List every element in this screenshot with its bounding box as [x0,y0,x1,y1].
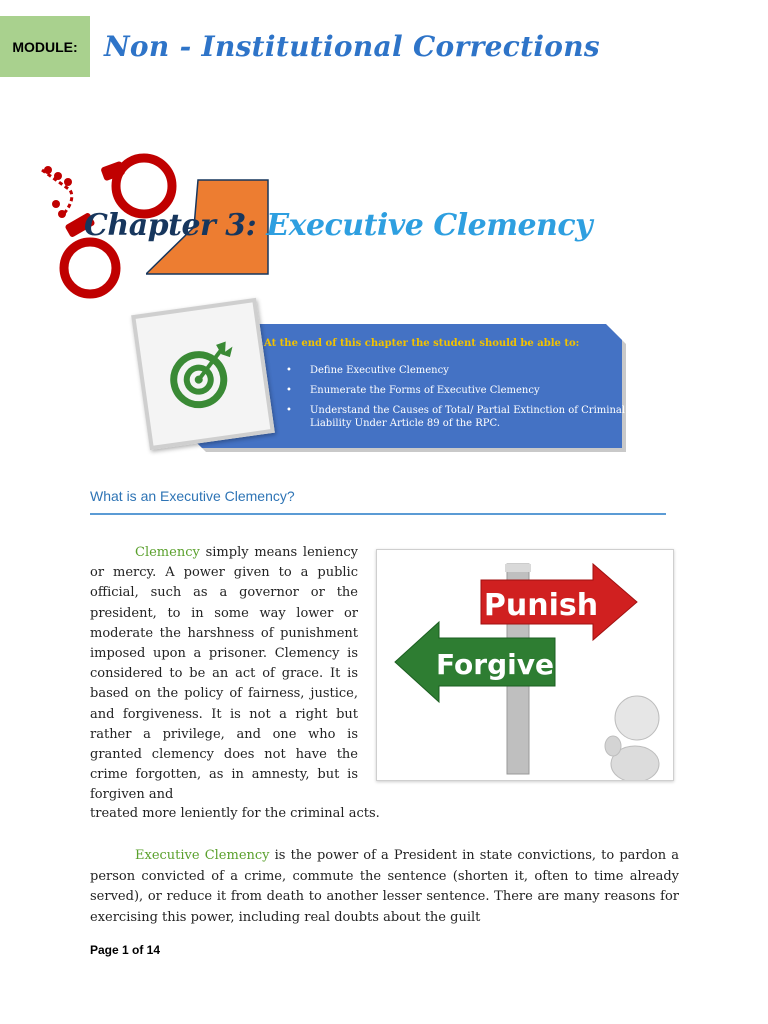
list-item: • Enumerate the Forms of Executive Clemency [286,384,626,397]
section-heading: What is an Executive Clemency? [90,488,295,504]
signpost-illustration [376,549,674,781]
target-icon [163,334,242,413]
page-number: Page 1 of 14 [90,943,161,957]
paragraph-text: is the power of a President in state convictions, to pardon a person convicted of a crime, commute the sentence (shorten it, often to time already served), or reduce it from death to another lesser sentence. There are many reasons for exercising this power, including real doubts about the guilt [90,848,679,925]
sign-forgive: Forgive [436,648,554,681]
list-item: • Understand the Causes of Total/ Partial Extinction of Criminal Liability Under Article 89 of the RPC. [286,404,626,430]
paragraph-executive-clemency [90,846,679,928]
target-photo [131,298,275,450]
paragraph-last-line: treated more leniently for the criminal acts. [90,806,380,821]
module-title: Non - Institutional Corrections [104,30,600,63]
chapter-name: Executive Clemency [266,208,593,243]
chapter-number: Chapter 3: [84,208,257,243]
term-clemency: Clemency [135,545,200,560]
objectives-heading: At the end of this chapter the student should be able to: [264,338,580,349]
term-executive-clemency: Executive Clemency [135,848,270,863]
objectives-panel [140,302,640,462]
paragraph-text: simply means leniency or mercy. A power given to a public official, such as a governor or the president, to in some way lower or moderate the harshness of punishment imposed upon a prisoner. Clemency is considered to be an act of grace. It is based on the policy of fairness, justice, and forgiveness. It is not a right but rather a privilege, and one who is granted clemency does not have the crime forgotten, as in amnesty, but is forgiven and [90,545,358,803]
section-divider [90,513,666,515]
objectives-list [286,364,626,437]
thinking-figure-icon [605,696,659,780]
list-item: • Define Executive Clemency [286,364,626,377]
module-tag: MODULE: [0,16,90,77]
sign-punish: Punish [483,588,599,623]
paragraph-clemency [90,543,358,806]
chapter-title [84,208,592,243]
chapter-banner [26,140,593,310]
